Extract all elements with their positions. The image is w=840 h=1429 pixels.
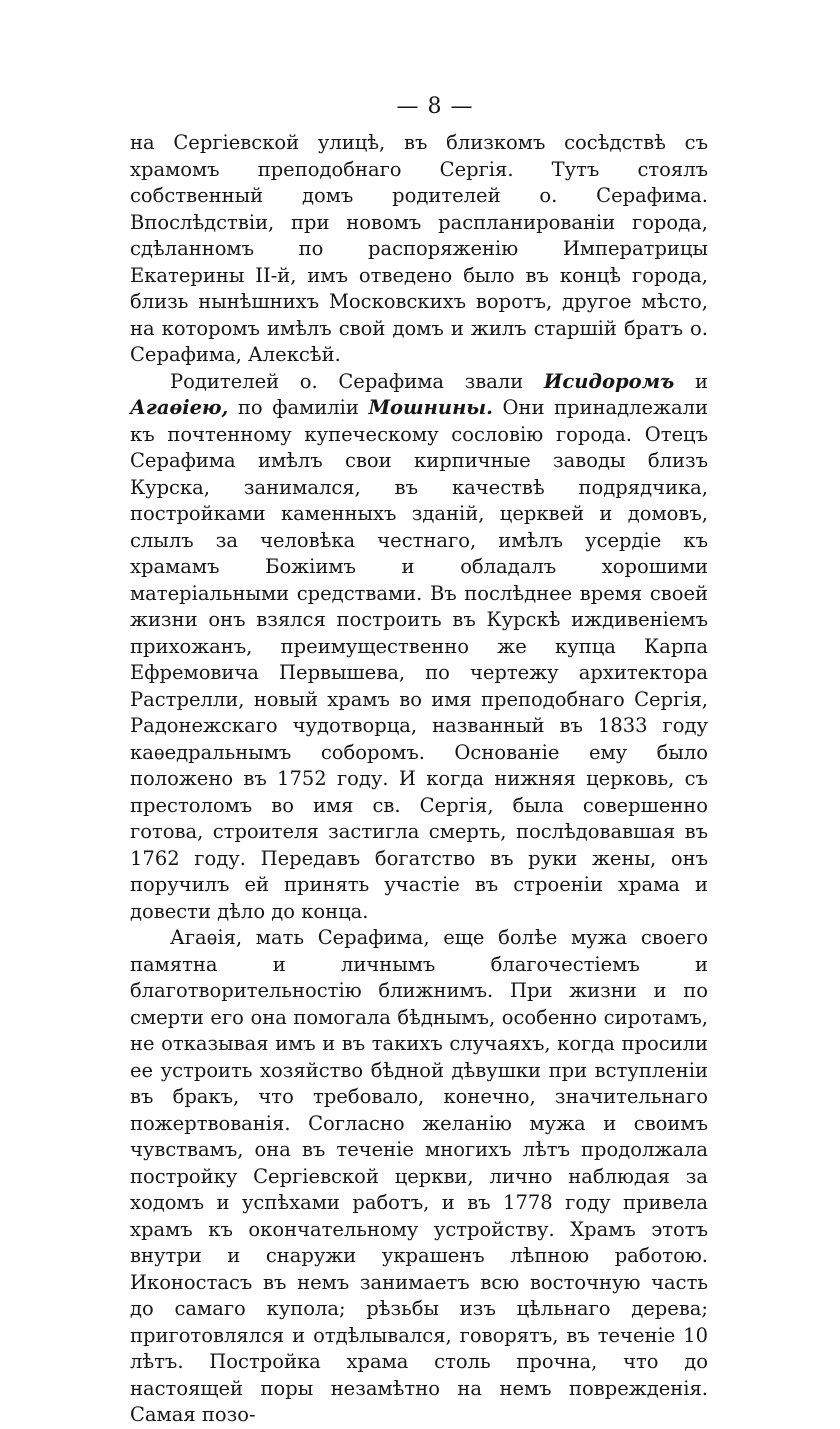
text-segment: на Сергіевской улицѣ, въ близкомъ сосѣдствѣ съ храмомъ преподобнаго Сергія. Тутъ стоялъ собственный домъ родителей о. Серафима. Впослѣдствіи, при новомъ распланированіи города, сдѣланномъ по распоряженію Императрицы Екатерины II-й, имъ отведено было въ концѣ города, близь нынѣшнихъ Московскихъ воротъ, другое мѣсто, на которомъ имѣлъ свой домъ и жилъ старшій братъ о. Серафима, Алексѣй. xyxy=(130,131,708,366)
text-segment: Они принадлежали къ почтенному купеческому сословію города. Отецъ Серафима имѣлъ свои кирпичные заводы близъ Курска, занимался, въ качествѣ подрядчика, постройками каменныхъ зданій, церквей и домовъ, слылъ за человѣка честнаго, имѣлъ усердіе къ храмамъ Божіимъ и обладалъ хорошими матеріальными средствами. Въ послѣднее время своей жизни онъ взялся построить въ Курскѣ иждивеніемъ прихожанъ, преимущественно же купца Карпа Ефремовича Первышева, по чертежу архитектора Растрелли, новый храмъ во имя преподобнаго Сергія, Радонежскаго чудотворца, названный въ 1833 году каѳедральнымъ соборомъ. Основаніе ему было положено въ 1752 году. И когда нижняя церковь, съ престоломъ во имя св. Сергія, была совершенно готова, строителя застигла смерть, послѣдовавшая въ 1762 году. Передавъ богатство въ руки жены, онъ поручилъ ей принять участіе въ строеніи храма и довести дѣло до конца. xyxy=(130,396,709,923)
page-number: — 8 — xyxy=(396,94,474,119)
emphasized-name: Исидоромъ xyxy=(543,369,675,393)
paragraph xyxy=(130,130,708,369)
text-segment: Агаѳія, мать Серафима, еще болѣе мужа своего памятна и личнымъ благочестіемъ и благотворительностію ближнимъ. При жизни и по смерти его она помогала бѣднымъ, особенно сиротамъ, не отказывая имъ и въ такихъ случаяхъ, когда просили ее устроить хозяйство бѣдной дѣвушки при вступленіи въ бракъ, что требовало, конечно, значительнаго пожертвованія. Согласно желанію мужа и своимъ чувствамъ, она въ теченіе многихъ лѣтъ продолжала постройку Сергіевской церкви, лично наблюдая за ходомъ и успѣхами работъ, и въ 1778 году привела храмъ къ окончательному устройству. Храмъ этотъ внутри и снаружи украшенъ лѣпною работою. Иконостасъ въ немъ занимаетъ всю восточную часть до самаго купола; рѣзьбы изъ цѣльнаго дерева; приготовлялся и отдѣлывался, говорятъ, въ теченіе 10 лѣтъ. Постройка храма столь прочна, что до настоящей поры незамѣтно на немъ поврежденія. Самая позо- xyxy=(130,926,708,1426)
paragraph xyxy=(130,925,708,1429)
emphasized-name: Агаѳіею, xyxy=(130,396,229,419)
emphasized-name: Мошнины. xyxy=(368,396,493,419)
body-text xyxy=(130,130,708,1429)
text-segment: и xyxy=(674,369,708,393)
text-segment: Родителей о. Серафима звали xyxy=(170,369,544,393)
text-segment: по фамиліи xyxy=(228,396,369,419)
paragraph xyxy=(130,369,708,926)
